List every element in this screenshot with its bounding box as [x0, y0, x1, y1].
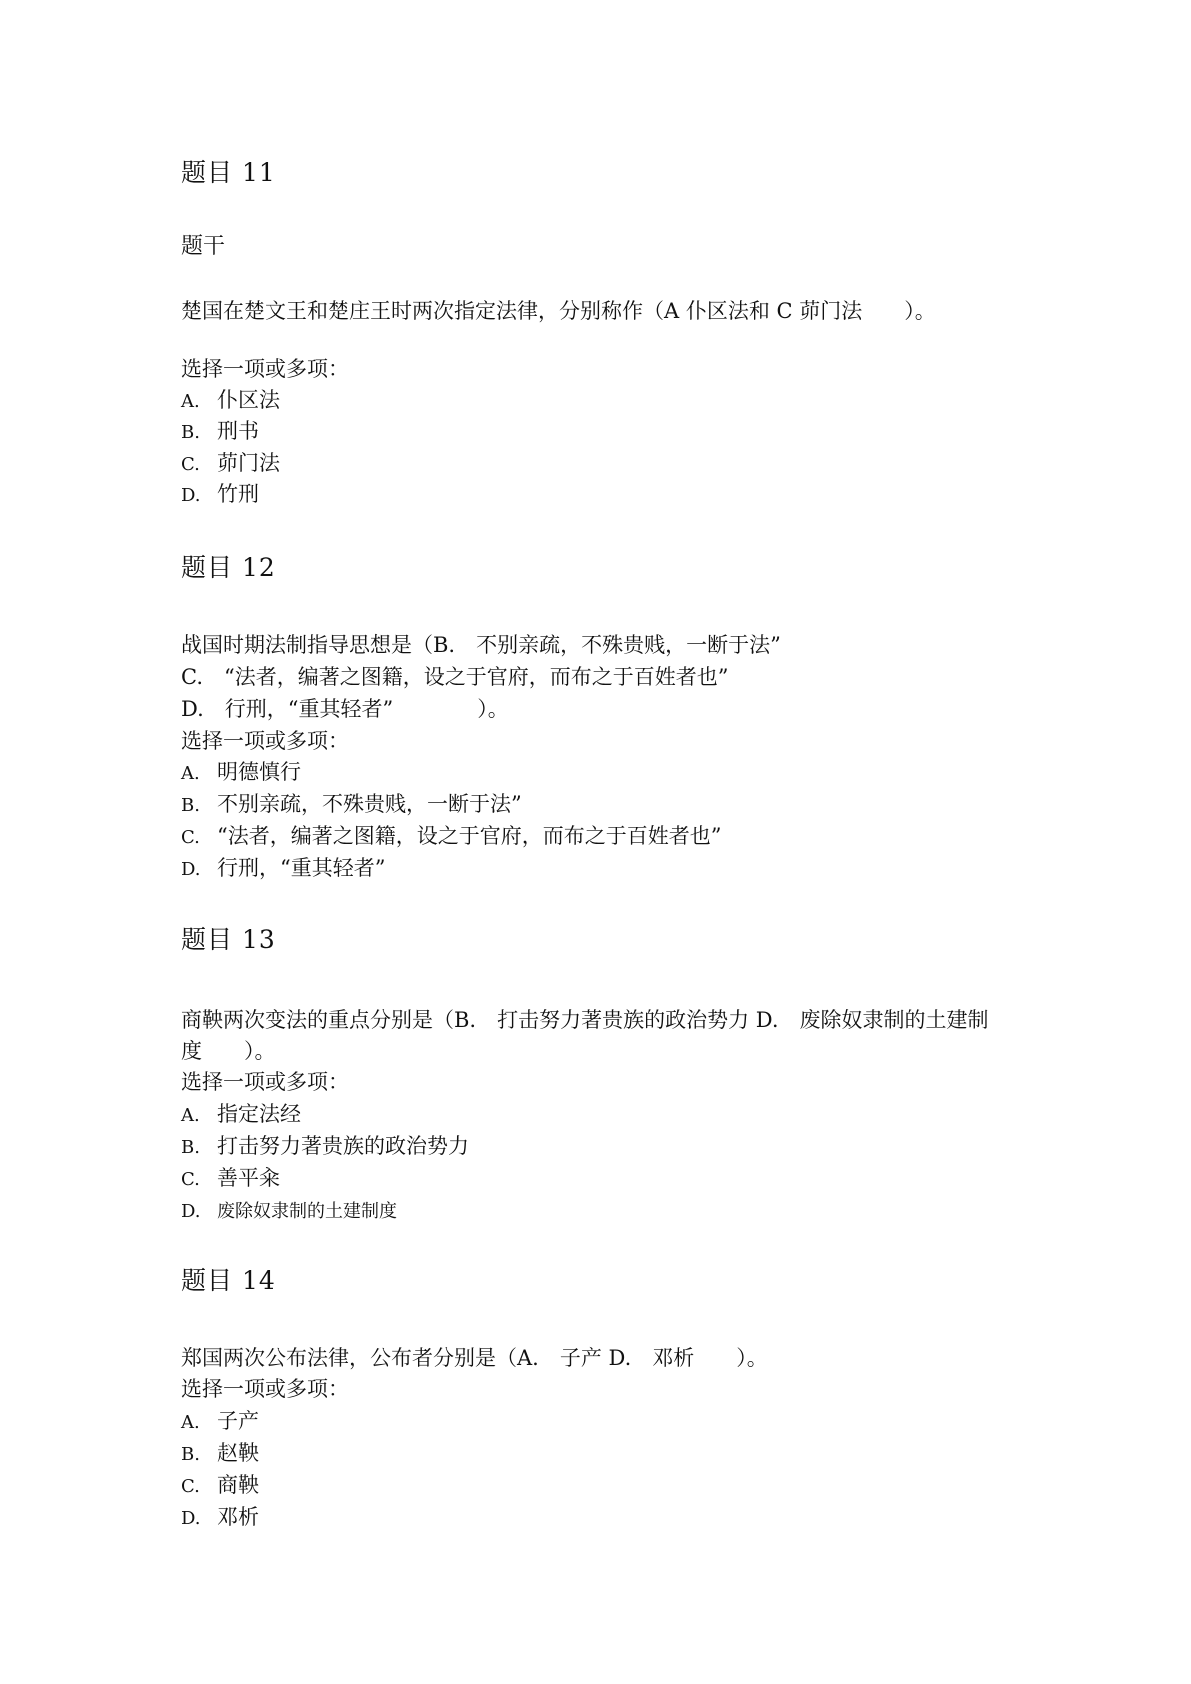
- question-11-stem: 楚国在楚文王和楚庄王时两次指定法律，分别称作（A 仆区法和 C 茆门法 ）。: [181, 299, 936, 323]
- question-12-option-d[interactable]: [181, 853, 385, 885]
- question-11-stem-label: 题干: [181, 234, 226, 259]
- question-11-option-d[interactable]: [181, 479, 259, 511]
- option-text: 废除奴隶制的土建制度: [217, 1201, 397, 1222]
- question-13-stem-line-2: 度 ）。: [181, 1039, 276, 1063]
- question-14-option-b[interactable]: [181, 1438, 259, 1470]
- question-14-option-c[interactable]: [181, 1470, 259, 1502]
- option-text: 指定法经: [217, 1102, 301, 1126]
- option-text: 明德慎行: [217, 760, 301, 784]
- option-text: 不别亲疏，不殊贵贱，一断于法”: [217, 792, 522, 816]
- question-11-option-b[interactable]: [181, 416, 259, 448]
- question-12-stem-line-2: C. “法者，编著之图籍，设之于官府，而布之于百姓者也”: [181, 665, 729, 689]
- question-12-option-c[interactable]: [181, 821, 721, 853]
- question-11-option-a[interactable]: [181, 385, 280, 417]
- question-12-option-a[interactable]: [181, 757, 301, 789]
- option-text: 茆门法: [217, 451, 280, 475]
- question-13-option-a[interactable]: [181, 1099, 301, 1131]
- option-text: 仆区法: [217, 388, 280, 412]
- option-text: 子产: [217, 1409, 259, 1433]
- question-13-option-d[interactable]: [181, 1195, 397, 1227]
- option-text: 打击努力著贵族的政治势力: [217, 1134, 469, 1158]
- option-letter: C.: [181, 454, 200, 475]
- question-11-title: 题目 11: [181, 158, 276, 187]
- question-12-stem-line-1: 战国时期法制指导思想是（B. 不别亲疏，不殊贵贱，一断于法”: [181, 633, 781, 657]
- option-text: 竹刑: [217, 482, 259, 506]
- question-13-option-b[interactable]: [181, 1131, 469, 1163]
- option-text: 行刑，“重其轻者”: [217, 856, 386, 880]
- option-text: 赵鞅: [217, 1441, 259, 1465]
- option-letter: B.: [181, 1137, 200, 1158]
- option-letter: B.: [181, 422, 200, 443]
- question-13-title: 题目 13: [181, 925, 276, 954]
- question-14-stem: 郑国两次公布法律，公布者分别是（A. 子产 D. 邓析 ）。: [181, 1346, 768, 1370]
- question-14-option-a[interactable]: [181, 1406, 259, 1438]
- question-13-stem-line-1: 商鞅两次变法的重点分别是（B. 打击努力著贵族的政治势力 D. 废除奴隶制的土建制: [181, 1008, 989, 1032]
- option-text: “法者，编著之图籍，设之于官府，而布之于百姓者也”: [217, 824, 722, 848]
- question-12-title: 题目 12: [181, 553, 276, 582]
- question-12-stem-line-3: D. 行刑，“重其轻者” ）。: [181, 697, 509, 721]
- option-text: 刑书: [217, 419, 259, 443]
- option-text: 商鞅: [217, 1473, 259, 1497]
- option-letter: C.: [181, 827, 200, 848]
- option-letter: A.: [181, 1105, 200, 1126]
- option-letter: A.: [181, 763, 200, 784]
- question-14-option-d[interactable]: [181, 1502, 259, 1534]
- option-letter: D.: [181, 485, 201, 506]
- option-letter: D.: [181, 859, 201, 880]
- option-letter: C.: [181, 1476, 200, 1497]
- question-14-title: 题目 14: [181, 1266, 276, 1295]
- option-letter: A.: [181, 1412, 200, 1433]
- question-12-option-b[interactable]: [181, 789, 522, 821]
- question-11-prompt: 选择一项或多项：: [181, 357, 349, 381]
- option-letter: A.: [181, 391, 200, 412]
- question-11-option-c[interactable]: [181, 448, 280, 480]
- question-14-prompt: 选择一项或多项：: [181, 1377, 349, 1401]
- option-letter: B.: [181, 795, 200, 816]
- option-letter: D.: [181, 1508, 201, 1529]
- question-13-prompt: 选择一项或多项：: [181, 1070, 349, 1094]
- option-text: 善平籴: [217, 1166, 280, 1190]
- option-letter: B.: [181, 1444, 200, 1465]
- option-letter: C.: [181, 1169, 200, 1190]
- question-13-option-c[interactable]: [181, 1163, 280, 1195]
- option-letter: D.: [181, 1201, 201, 1222]
- question-12-prompt: 选择一项或多项：: [181, 729, 349, 753]
- option-text: 邓析: [217, 1505, 259, 1529]
